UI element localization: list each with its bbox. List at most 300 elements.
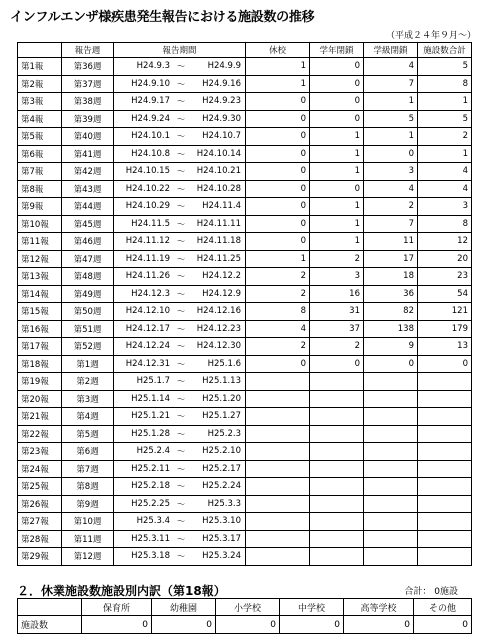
report-number: 第29報: [18, 548, 62, 566]
section2-total: 合計： 0施設: [404, 587, 458, 597]
period-start: H24.12.10: [125, 306, 170, 317]
class-closure-count: [364, 548, 418, 566]
school-closure-count: [246, 443, 310, 461]
class-closure-count: [364, 530, 418, 548]
period-start: H24.9.10: [131, 78, 170, 89]
report-week: 第7週: [62, 460, 114, 478]
period-tilde: ～: [176, 324, 186, 335]
facility-total-count: [418, 443, 472, 461]
school-closure-count: [246, 530, 310, 548]
period-end: H24.11.18: [196, 236, 241, 247]
school-closure-count: 8: [246, 303, 310, 321]
facility-total-count: 20: [418, 250, 472, 268]
header-grade-closure: 学年閉鎖: [310, 43, 364, 58]
report-week: 第50週: [62, 303, 114, 321]
school-closure-count: [246, 513, 310, 531]
grade-closure-count: 1: [310, 233, 364, 251]
report-week: 第45週: [62, 215, 114, 233]
facility-total-count: [418, 478, 472, 496]
period-tilde: ～: [176, 464, 186, 475]
report-week: 第5週: [62, 425, 114, 443]
period-start: H24.12.3: [131, 288, 170, 299]
class-closure-count: 11: [364, 233, 418, 251]
period-end: H24.10.21: [196, 166, 241, 177]
school-closure-count: 2: [246, 268, 310, 286]
school-closure-count: 1: [246, 250, 310, 268]
breakdown-header-kindergarten: 幼稚園: [152, 599, 216, 616]
period-tilde: ～: [176, 149, 186, 160]
table-header-row: [18, 43, 472, 58]
grade-closure-count: 2: [310, 250, 364, 268]
report-period: [114, 110, 246, 128]
breakdown-elementary-value: 0: [216, 616, 280, 634]
report-week: 第43週: [62, 180, 114, 198]
grade-closure-count: [310, 408, 364, 426]
period-tilde: ～: [176, 97, 186, 108]
class-closure-count: [364, 443, 418, 461]
report-number: 第16報: [18, 320, 62, 338]
facility-total-count: [418, 513, 472, 531]
period-end: H25.2.24: [202, 481, 241, 492]
report-number: 第10報: [18, 215, 62, 233]
breakdown-header-blank: [18, 599, 82, 616]
period-tilde: ～: [176, 342, 186, 353]
breakdown-junior-high-value: 0: [280, 616, 344, 634]
facility-total-count: 1: [418, 93, 472, 111]
grade-closure-count: [310, 425, 364, 443]
class-closure-count: [364, 408, 418, 426]
class-closure-count: 0: [364, 145, 418, 163]
school-closure-count: [246, 425, 310, 443]
class-closure-count: [364, 460, 418, 478]
grade-closure-count: 3: [310, 268, 364, 286]
period-tilde: ～: [176, 254, 186, 265]
report-number: 第11報: [18, 233, 62, 251]
breakdown-kindergarten-value: 0: [152, 616, 216, 634]
grade-closure-count: 37: [310, 320, 364, 338]
report-period: [114, 285, 246, 303]
report-number: 第7報: [18, 163, 62, 181]
report-period: [114, 478, 246, 496]
class-closure-count: [364, 425, 418, 443]
class-closure-count: [364, 373, 418, 391]
period-start: H25.2.25: [131, 498, 170, 509]
grade-closure-count: 1: [310, 128, 364, 146]
table-row: [18, 110, 472, 128]
table-row: [18, 495, 472, 513]
report-number: 第23報: [18, 443, 62, 461]
school-closure-count: [246, 390, 310, 408]
period-end: H24.12.23: [196, 323, 241, 334]
grade-closure-count: [310, 548, 364, 566]
table-row: [18, 303, 472, 321]
table-row: [18, 460, 472, 478]
period-tilde: ～: [176, 79, 186, 90]
report-period: [114, 145, 246, 163]
period-start: H25.1.28: [131, 428, 170, 439]
report-week: 第1週: [62, 355, 114, 373]
period-end: H25.1.27: [202, 411, 241, 422]
report-period: [114, 75, 246, 93]
table-row: [18, 250, 472, 268]
period-end: H24.9.9: [207, 61, 241, 72]
report-week: 第41週: [62, 145, 114, 163]
report-week: 第48週: [62, 268, 114, 286]
report-week: 第40週: [62, 128, 114, 146]
school-closure-count: 0: [246, 180, 310, 198]
report-period: [114, 355, 246, 373]
report-number: 第21報: [18, 408, 62, 426]
facility-total-count: [418, 548, 472, 566]
report-week: 第3週: [62, 390, 114, 408]
period-end: H25.2.17: [202, 463, 241, 474]
period-start: H24.12.31: [125, 358, 170, 369]
school-closure-count: 2: [246, 338, 310, 356]
grade-closure-count: 0: [310, 75, 364, 93]
school-closure-count: 1: [246, 75, 310, 93]
class-closure-count: 18: [364, 268, 418, 286]
report-period: [114, 93, 246, 111]
report-number: 第20報: [18, 390, 62, 408]
period-tilde: ～: [176, 114, 186, 125]
grade-closure-count: 1: [310, 215, 364, 233]
class-closure-count: 4: [364, 180, 418, 198]
report-number: 第15報: [18, 303, 62, 321]
table-row: [18, 268, 472, 286]
facility-total-count: 13: [418, 338, 472, 356]
period-start: H24.12.17: [125, 323, 170, 334]
period-start: H24.10.22: [125, 183, 170, 194]
period-start: H24.11.26: [125, 271, 170, 282]
period-tilde: ～: [176, 412, 186, 423]
report-period: [114, 460, 246, 478]
report-period: [114, 495, 246, 513]
table-row: [18, 58, 472, 76]
header-school-closure: 休校: [246, 43, 310, 58]
grade-closure-count: [310, 513, 364, 531]
breakdown-header-nursery: 保育所: [82, 599, 152, 616]
breakdown-header-junior-high: 中学校: [280, 599, 344, 616]
report-number: 第5報: [18, 128, 62, 146]
period-end: H25.1.20: [202, 393, 241, 404]
period-tilde: ～: [176, 219, 186, 230]
report-period: [114, 215, 246, 233]
facility-total-count: [418, 408, 472, 426]
period-start: H24.11.12: [125, 236, 170, 247]
grade-closure-count: [310, 530, 364, 548]
period-tilde: ～: [176, 429, 186, 440]
school-closure-count: 0: [246, 215, 310, 233]
report-period: [114, 530, 246, 548]
period-end: H25.3.17: [202, 533, 241, 544]
report-period: [114, 180, 246, 198]
report-period: [114, 320, 246, 338]
period-tilde: ～: [176, 272, 186, 283]
report-period: [114, 373, 246, 391]
report-period: [114, 408, 246, 426]
report-period: [114, 338, 246, 356]
table-row: [18, 478, 472, 496]
table-row: [18, 355, 472, 373]
facility-count-table: [17, 42, 472, 566]
period-tilde: ～: [176, 307, 186, 318]
table-row: [18, 145, 472, 163]
report-period: [114, 163, 246, 181]
report-number: 第24報: [18, 460, 62, 478]
report-period: [114, 198, 246, 216]
period-start: H24.10.1: [131, 131, 170, 142]
period-start: H24.9.3: [136, 61, 170, 72]
school-closure-count: [246, 478, 310, 496]
period-tilde: ～: [176, 62, 186, 73]
grade-closure-count: [310, 478, 364, 496]
table-row: [18, 513, 472, 531]
report-period: [114, 58, 246, 76]
period-end: H24.10.7: [202, 131, 241, 142]
report-period: [114, 128, 246, 146]
school-closure-count: 0: [246, 355, 310, 373]
period-tilde: ～: [176, 132, 186, 143]
grade-closure-count: 0: [310, 180, 364, 198]
facility-total-count: [418, 495, 472, 513]
school-closure-count: 2: [246, 285, 310, 303]
breakdown-nursery-value: 0: [82, 616, 152, 634]
table-row: [18, 93, 472, 111]
school-closure-count: [246, 460, 310, 478]
table-row: [18, 163, 472, 181]
school-closure-count: 0: [246, 145, 310, 163]
report-week: 第42週: [62, 163, 114, 181]
period-tilde: ～: [176, 289, 186, 300]
period-start: H25.2.4: [136, 446, 170, 457]
grade-closure-count: 2: [310, 338, 364, 356]
period-start: H24.10.8: [131, 148, 170, 159]
period-tilde: ～: [176, 534, 186, 545]
school-closure-count: 0: [246, 93, 310, 111]
report-number: 第18報: [18, 355, 62, 373]
class-closure-count: [364, 513, 418, 531]
period-end: H24.11.11: [196, 218, 241, 229]
grade-closure-count: [310, 495, 364, 513]
table-row: [18, 338, 472, 356]
period-tilde: ～: [176, 499, 186, 510]
school-closure-count: [246, 548, 310, 566]
class-closure-count: 0: [364, 355, 418, 373]
class-closure-count: 4: [364, 58, 418, 76]
period-tilde: ～: [176, 447, 186, 458]
report-period: [114, 443, 246, 461]
report-week: 第12週: [62, 548, 114, 566]
period-tilde: ～: [176, 552, 186, 563]
table-row: [18, 425, 472, 443]
facility-breakdown-table: [17, 598, 472, 634]
period-start: H25.3.18: [131, 551, 170, 562]
report-week: 第10週: [62, 513, 114, 531]
breakdown-row: [18, 616, 472, 634]
period-end: H24.9.23: [202, 96, 241, 107]
table-row: [18, 408, 472, 426]
class-closure-count: 17: [364, 250, 418, 268]
grade-closure-count: 0: [310, 355, 364, 373]
table-row: [18, 548, 472, 566]
report-number: 第13報: [18, 268, 62, 286]
period-end: H24.12.30: [196, 341, 241, 352]
facility-total-count: 1: [418, 145, 472, 163]
page-title: インフルエンザ様疾患発生報告における施設数の推移: [10, 10, 315, 25]
class-closure-count: [364, 495, 418, 513]
table-row: [18, 390, 472, 408]
period-end: H24.12.9: [202, 288, 241, 299]
grade-closure-count: [310, 373, 364, 391]
grade-closure-count: [310, 460, 364, 478]
class-closure-count: 82: [364, 303, 418, 321]
report-number: 第27報: [18, 513, 62, 531]
facility-total-count: 54: [418, 285, 472, 303]
report-week: 第38週: [62, 93, 114, 111]
report-number: 第12報: [18, 250, 62, 268]
period-start: H25.1.21: [131, 411, 170, 422]
header-class-closure: 学級閉鎖: [364, 43, 418, 58]
report-number: 第4報: [18, 110, 62, 128]
breakdown-row-label: 施設数: [18, 616, 82, 634]
report-week: 第4週: [62, 408, 114, 426]
class-closure-count: [364, 478, 418, 496]
grade-closure-count: 0: [310, 93, 364, 111]
period-start: H25.1.7: [136, 376, 170, 387]
table-row: [18, 75, 472, 93]
table-row: [18, 443, 472, 461]
breakdown-header-elementary: 小学校: [216, 599, 280, 616]
period-end: H24.11.4: [202, 201, 241, 212]
school-closure-count: 4: [246, 320, 310, 338]
grade-closure-count: 1: [310, 163, 364, 181]
facility-total-count: 2: [418, 128, 472, 146]
period-start: H25.2.18: [131, 481, 170, 492]
report-week: 第11週: [62, 530, 114, 548]
period-tilde: ～: [176, 377, 186, 388]
class-closure-count: 3: [364, 163, 418, 181]
class-closure-count: 7: [364, 75, 418, 93]
period-note: （平成２４年９月～）: [385, 31, 476, 41]
class-closure-count: 36: [364, 285, 418, 303]
report-number: 第14報: [18, 285, 62, 303]
facility-total-count: 4: [418, 163, 472, 181]
facility-total-count: 121: [418, 303, 472, 321]
table-row: [18, 530, 472, 548]
period-start: H25.2.11: [131, 463, 170, 474]
breakdown-header-other: その他: [414, 599, 472, 616]
report-number: 第25報: [18, 478, 62, 496]
facility-total-count: 12: [418, 233, 472, 251]
report-week: 第8週: [62, 478, 114, 496]
period-tilde: ～: [176, 184, 186, 195]
period-start: H25.1.14: [131, 393, 170, 404]
report-week: 第2週: [62, 373, 114, 391]
class-closure-count: 1: [364, 93, 418, 111]
facility-total-count: [418, 460, 472, 478]
report-period: [114, 425, 246, 443]
table-row: [18, 180, 472, 198]
report-week: 第52週: [62, 338, 114, 356]
grade-closure-count: 0: [310, 58, 364, 76]
period-end: H24.10.14: [196, 148, 241, 159]
period-tilde: ～: [176, 482, 186, 493]
header-facility-total: 施設数合計: [418, 43, 472, 58]
report-number: 第22報: [18, 425, 62, 443]
table-row: [18, 285, 472, 303]
report-number: 第1報: [18, 58, 62, 76]
school-closure-count: [246, 373, 310, 391]
facility-total-count: 23: [418, 268, 472, 286]
school-closure-count: 1: [246, 58, 310, 76]
facility-total-count: 5: [418, 110, 472, 128]
period-start: H25.3.4: [136, 516, 170, 527]
class-closure-count: 2: [364, 198, 418, 216]
report-week: 第9週: [62, 495, 114, 513]
period-end: H25.3.3: [207, 498, 241, 509]
report-week: 第36週: [62, 58, 114, 76]
report-number: 第3報: [18, 93, 62, 111]
header-blank: [18, 43, 62, 58]
period-start: H25.3.11: [131, 533, 170, 544]
period-end: H25.2.3: [207, 428, 241, 439]
facility-total-count: 8: [418, 215, 472, 233]
facility-total-count: 5: [418, 58, 472, 76]
class-closure-count: 138: [364, 320, 418, 338]
report-number: 第2報: [18, 75, 62, 93]
report-number: 第8報: [18, 180, 62, 198]
report-number: 第19報: [18, 373, 62, 391]
class-closure-count: [364, 390, 418, 408]
report-period: [114, 268, 246, 286]
school-closure-count: [246, 408, 310, 426]
period-tilde: ～: [176, 237, 186, 248]
period-start: H24.11.5: [131, 218, 170, 229]
report-week: 第6週: [62, 443, 114, 461]
table-row: [18, 233, 472, 251]
facility-total-count: 3: [418, 198, 472, 216]
period-tilde: ～: [176, 167, 186, 178]
period-end: H24.9.30: [202, 113, 241, 124]
grade-closure-count: [310, 390, 364, 408]
report-week: 第51週: [62, 320, 114, 338]
breakdown-header-row: [18, 599, 472, 616]
table-row: [18, 128, 472, 146]
report-week: 第39週: [62, 110, 114, 128]
table-row: [18, 198, 472, 216]
facility-total-count: [418, 373, 472, 391]
school-closure-count: 0: [246, 233, 310, 251]
period-end: H25.1.6: [207, 358, 241, 369]
report-week: 第47週: [62, 250, 114, 268]
period-end: H24.12.16: [196, 306, 241, 317]
report-week: 第46週: [62, 233, 114, 251]
facility-total-count: 8: [418, 75, 472, 93]
period-end: H25.3.10: [202, 516, 241, 527]
report-week: 第49週: [62, 285, 114, 303]
facility-total-count: 179: [418, 320, 472, 338]
period-tilde: ～: [176, 359, 186, 370]
report-period: [114, 390, 246, 408]
period-start: H24.9.17: [131, 96, 170, 107]
header-report-week: 報告週: [62, 43, 114, 58]
period-tilde: ～: [176, 202, 186, 213]
class-closure-count: 7: [364, 215, 418, 233]
report-period: [114, 303, 246, 321]
report-period: [114, 233, 246, 251]
period-end: H24.9.16: [202, 78, 241, 89]
report-week: 第44週: [62, 198, 114, 216]
